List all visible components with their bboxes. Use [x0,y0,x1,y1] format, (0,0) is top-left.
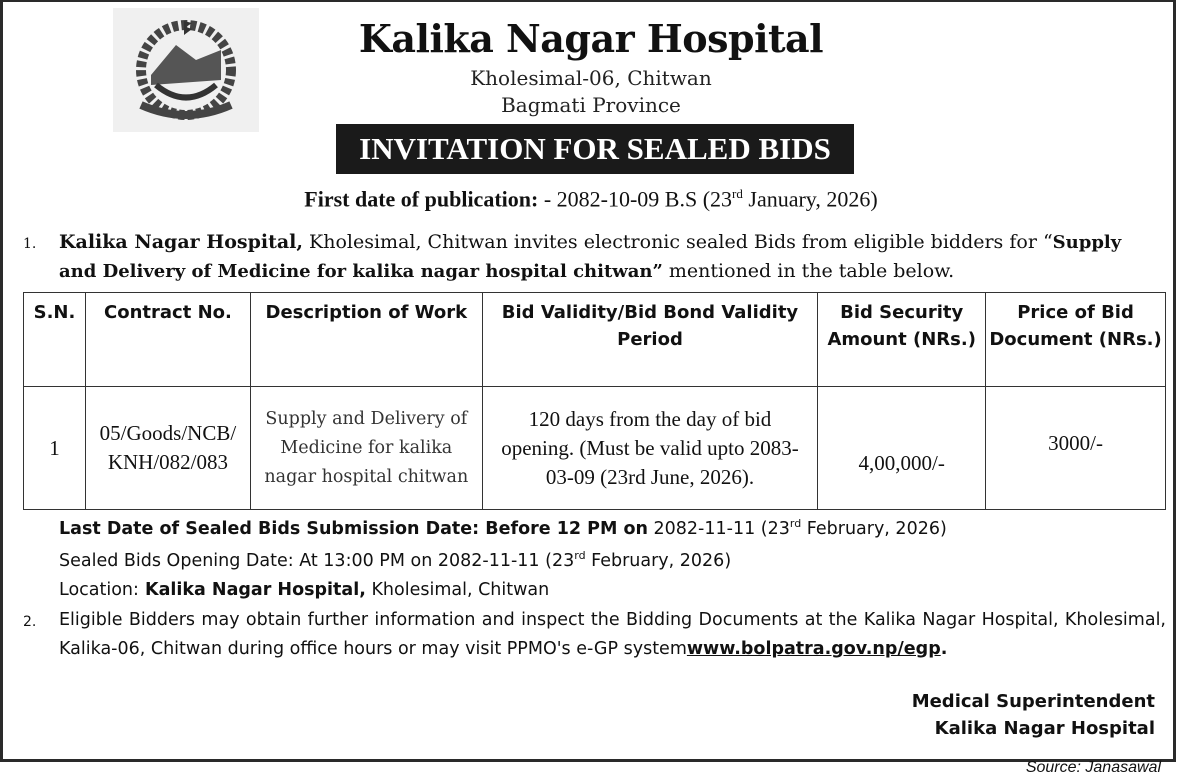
last-date-value: 2082-11-11 (23 [647,518,790,539]
last-date-sup: rd [789,517,802,530]
location-label: Location: [59,580,139,600]
signature-org: Kalika Nagar Hospital [934,718,1155,739]
cell-bid-validity: 120 days from the day of bid opening. (Must be valid upto 2083-03-09 (23rd June, 2026). [482,387,818,510]
table-row [24,387,1166,510]
paragraph-text-end: mentioned in the table below. [662,260,955,282]
cell-sn: 1 [24,387,86,510]
publication-value: - 2082-10-09 B.S (23 [543,186,733,212]
project-name: Supply and Delivery of Medicine for kalika nagar hospital chitwan” [59,232,1122,282]
address-line-2: Bagmati Province [501,93,681,117]
header-contract-no: Contract No. [85,293,250,387]
cell-contract-no: 05/Goods/NCB/ KNH/082/083 [85,387,250,510]
header-bid-validity: Bid Validity/Bid Bond Validity Period [482,293,818,387]
notice-banner: INVITATION FOR SEALED BIDS [336,124,854,174]
paragraph-1 [23,228,1163,286]
publication-value-end: January, 2026) [742,186,878,212]
bids-table [23,292,1166,510]
location-rest: Kholesimal, Chitwan [365,580,550,600]
hospital-title: Kalika Nagar Hospital [358,16,824,61]
address-line-1: Kholesimal-06, Chitwan [470,66,712,90]
paragraph-2-end: . [940,639,948,659]
last-date-value-end: February, 2026) [801,518,947,539]
cell-description: Supply and Delivery of Medicine for kalika nagar hospital chitwan [250,387,482,510]
location-hospital: Kalika Nagar Hospital, [138,580,366,600]
header-price: Price of Bid Document (NRs.) [986,293,1166,387]
opening-date-line [59,549,731,571]
egp-link[interactable]: www.bolpatra.gov.np/egp [686,639,941,659]
header-bid-security: Bid Security Amount (NRs.) [818,293,986,387]
paragraph-text: Kholesimal, Chitwan invites electronic sealed Bids from eligible bidders for “ [303,231,1053,253]
location-line [59,580,549,600]
publication-sup: rd [732,186,743,201]
source-credit: Source: Janasawal [1025,759,1161,776]
opening-date: Sealed Bids Opening Date: At 13:00 PM on 2082-11-11 (23 [59,550,575,571]
cell-bid-security: 4,00,000/- [818,387,986,510]
hospital-name-bold: Kalika Nagar Hospital, [59,231,303,253]
table-header-row [24,293,1166,387]
paragraph-number: 2. [23,614,37,630]
header-sn: S.N. [24,293,86,387]
opening-sup: rd [574,549,586,562]
signature-title: Medical Superintendent [911,691,1155,712]
opening-date-end: February, 2026) [585,550,732,571]
paragraph-2 [23,606,1166,664]
signature-block [912,688,1155,742]
last-date-line [59,517,947,539]
publication-date [3,186,1179,212]
last-date-label: Last Date of Sealed Bids Submission Date: Before 12 PM on [59,518,648,539]
paragraph-2-text: Eligible Bidders may obtain further information and inspect the Bidding Documents at the Kalika Nagar Hospital, Kholesimal, Kalika-06, Chitwan during office hours or may visit PPMO's e-GP system [59,610,1166,659]
paragraph-number: 1. [23,236,37,252]
cell-price: 3000/- [986,387,1166,510]
publication-label: First date of publication: [304,186,539,212]
header-description: Description of Work [250,293,482,387]
